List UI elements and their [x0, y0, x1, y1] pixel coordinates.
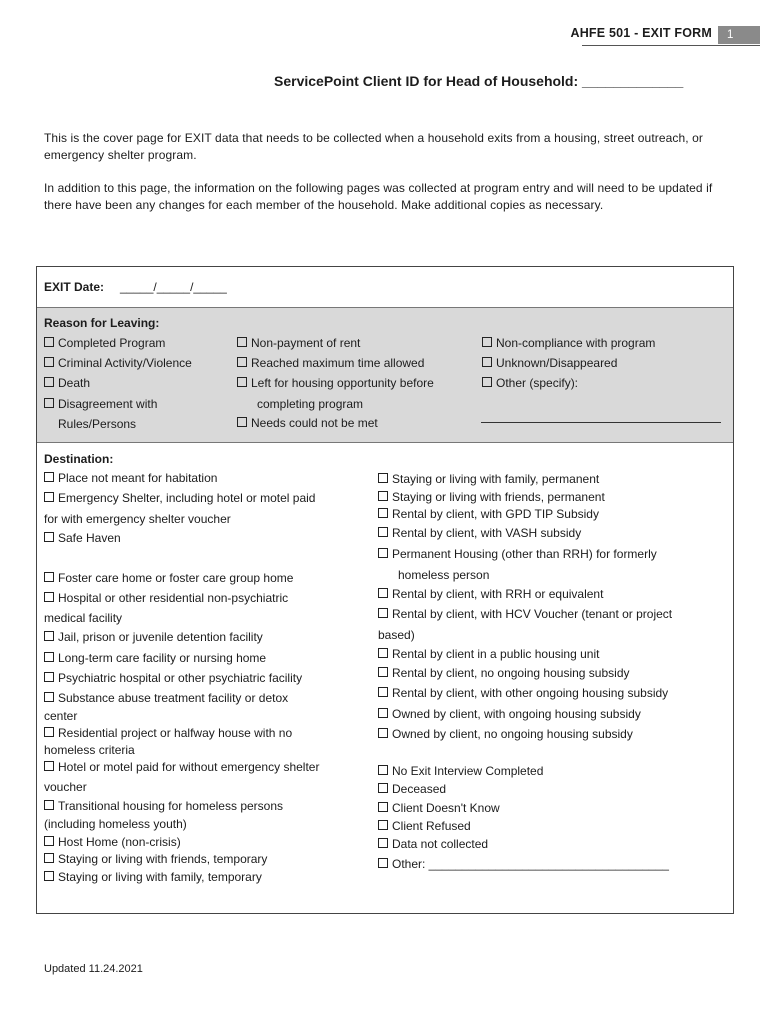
checkbox-icon[interactable]	[378, 508, 388, 518]
dest-other-subsidy[interactable]: Rental by client, with other ongoing housing subsidy	[378, 685, 668, 701]
checkbox-icon[interactable]	[378, 687, 388, 697]
destination-label: Destination:	[44, 452, 114, 466]
dest-data-not-collected[interactable]: Data not collected	[378, 836, 488, 852]
reason-housing-opportunity[interactable]: Left for housing opportunity before	[237, 375, 434, 391]
checkbox-icon[interactable]	[378, 708, 388, 718]
dest-hospital[interactable]: Hospital or other residential non-psychiatric	[44, 590, 288, 606]
checkbox-icon[interactable]	[482, 337, 492, 347]
checkbox-icon[interactable]	[44, 532, 54, 542]
page-number: 1	[718, 26, 760, 44]
dest-residential-project-cont: homeless criteria	[44, 743, 135, 757]
reason-criminal-activity[interactable]: Criminal Activity/Violence	[44, 355, 192, 371]
checkbox-icon[interactable]	[44, 377, 54, 387]
reason-disagreement-cont: Rules/Persons	[58, 417, 137, 431]
dest-friends-permanent[interactable]: Staying or living with friends, permanent	[378, 489, 605, 505]
dest-safe-haven[interactable]: Safe Haven	[44, 530, 121, 546]
intro-paragraph-1: This is the cover page for EXIT data that needs to be collected when a household exits from a housing, street outreach, or emergency shelter program.	[44, 131, 704, 162]
dest-no-subsidy[interactable]: Rental by client, no ongoing housing subsidy	[378, 665, 630, 681]
checkbox-icon[interactable]	[378, 783, 388, 793]
exit-date-field[interactable]: _____/_____/_____	[120, 280, 227, 294]
dest-friends-temporary[interactable]: Staying or living with friends, temporary	[44, 851, 267, 867]
dest-host-home[interactable]: Host Home (non-crisis)	[44, 834, 181, 850]
reason-disagreement[interactable]: Disagreement with	[44, 396, 157, 412]
dest-family-temporary[interactable]: Staying or living with family, temporary	[44, 869, 262, 885]
dest-owned-no-subsidy[interactable]: Owned by client, no ongoing housing subsidy	[378, 726, 633, 742]
client-id-label: ServicePoint Client ID for Head of Household: _____________	[274, 73, 684, 89]
dest-transitional-housing[interactable]: Transitional housing for homeless persons	[44, 798, 283, 814]
checkbox-icon[interactable]	[44, 836, 54, 846]
checkbox-icon[interactable]	[237, 337, 247, 347]
checkbox-icon[interactable]	[378, 728, 388, 738]
header-divider	[582, 45, 760, 46]
dest-owned-subsidy[interactable]: Owned by client, with ongoing housing subsidy	[378, 706, 641, 722]
checkbox-icon[interactable]	[44, 492, 54, 502]
dest-rrh[interactable]: Rental by client, with RRH or equivalent	[378, 586, 603, 602]
checkbox-icon[interactable]	[378, 858, 388, 868]
checkbox-icon[interactable]	[482, 377, 492, 387]
intro-paragraph-2: In addition to this page, the information on the following pages was collected at program entry and will need to be updated if there have been any changes for each member of the household. Make additional copies as necessary.	[44, 181, 713, 212]
checkbox-icon[interactable]	[44, 871, 54, 881]
checkbox-icon[interactable]	[378, 820, 388, 830]
checkbox-icon[interactable]	[44, 692, 54, 702]
checkbox-icon[interactable]	[378, 588, 388, 598]
dest-client-refused[interactable]: Client Refused	[378, 818, 471, 834]
dest-foster-care[interactable]: Foster care home or foster care group home	[44, 570, 293, 586]
dest-vash[interactable]: Rental by client, with VASH subsidy	[378, 525, 581, 541]
checkbox-icon[interactable]	[237, 377, 247, 387]
checkbox-icon[interactable]	[44, 853, 54, 863]
dest-other[interactable]: Other: ____________________________________	[378, 856, 669, 872]
checkbox-icon[interactable]	[44, 652, 54, 662]
checkbox-icon[interactable]	[237, 417, 247, 427]
checkbox-icon[interactable]	[44, 398, 54, 408]
checkbox-icon[interactable]	[378, 473, 388, 483]
checkbox-icon[interactable]	[378, 802, 388, 812]
reason-max-time[interactable]: Reached maximum time allowed	[237, 355, 424, 371]
checkbox-icon[interactable]	[378, 838, 388, 848]
dest-permanent-housing-cont: homeless person	[398, 568, 490, 582]
dest-substance-abuse[interactable]: Substance abuse treatment facility or detox	[44, 690, 288, 706]
reason-death[interactable]: Death	[44, 375, 90, 391]
dest-hotel-motel[interactable]: Hotel or motel paid for without emergency shelter	[44, 759, 319, 775]
reason-label: Reason for Leaving:	[44, 316, 160, 330]
dest-deceased[interactable]: Deceased	[378, 781, 446, 797]
updated-date: Updated 11.24.2021	[44, 963, 143, 975]
reason-completed-program[interactable]: Completed Program	[44, 335, 165, 351]
dest-hcv-voucher[interactable]: Rental by client, with HCV Voucher (tenant or project	[378, 606, 672, 622]
checkbox-icon[interactable]	[378, 667, 388, 677]
dest-hospital-cont: medical facility	[44, 611, 123, 625]
checkbox-icon[interactable]	[44, 761, 54, 771]
exit-date-label: EXIT Date:	[44, 280, 105, 294]
dest-gpd-tip[interactable]: Rental by client, with GPD TIP Subsidy	[378, 506, 599, 522]
dest-no-exit-interview[interactable]: No Exit Interview Completed	[378, 763, 543, 779]
reason-non-compliance[interactable]: Non-compliance with program	[482, 335, 655, 351]
dest-substance-abuse-cont: center	[44, 709, 78, 723]
checkbox-icon[interactable]	[378, 527, 388, 537]
checkbox-icon[interactable]	[44, 800, 54, 810]
dest-long-term-care[interactable]: Long-term care facility or nursing home	[44, 650, 266, 666]
dest-client-doesnt-know[interactable]: Client Doesn't Know	[378, 800, 500, 816]
checkbox-icon[interactable]	[237, 357, 247, 367]
dest-permanent-housing[interactable]: Permanent Housing (other than RRH) for formerly	[378, 546, 657, 562]
dest-public-housing[interactable]: Rental by client in a public housing unit	[378, 646, 599, 662]
checkbox-icon[interactable]	[44, 592, 54, 602]
reason-other[interactable]: Other (specify):	[482, 375, 578, 391]
reason-non-payment[interactable]: Non-payment of rent	[237, 335, 360, 351]
checkbox-icon[interactable]	[378, 765, 388, 775]
checkbox-icon[interactable]	[482, 357, 492, 367]
dest-transitional-housing-cont: (including homeless youth)	[44, 817, 187, 831]
form-title: AHFE 501 - EXIT FORM	[570, 26, 712, 40]
reason-other-specify-line[interactable]	[481, 422, 721, 423]
checkbox-icon[interactable]	[44, 472, 54, 482]
checkbox-icon[interactable]	[44, 631, 54, 641]
reason-unknown[interactable]: Unknown/Disappeared	[482, 355, 617, 371]
checkbox-icon[interactable]	[44, 727, 54, 737]
dest-emergency-shelter[interactable]: Emergency Shelter, including hotel or motel paid	[44, 490, 315, 506]
reason-housing-opportunity-cont: completing program	[257, 397, 364, 411]
checkbox-icon[interactable]	[44, 357, 54, 367]
checkbox-icon[interactable]	[44, 337, 54, 347]
checkbox-icon[interactable]	[378, 548, 388, 558]
dest-hotel-motel-cont: voucher	[44, 780, 87, 794]
dest-emergency-shelter-cont: for with emergency shelter voucher	[44, 512, 231, 526]
checkbox-icon[interactable]	[378, 648, 388, 658]
dest-jail[interactable]: Jail, prison or juvenile detention facility	[44, 629, 263, 645]
dest-residential-project[interactable]: Residential project or halfway house with no	[44, 725, 292, 741]
checkbox-icon[interactable]	[44, 572, 54, 582]
checkbox-icon[interactable]	[378, 608, 388, 618]
checkbox-icon[interactable]	[378, 491, 388, 501]
reason-needs-not-met[interactable]: Needs could not be met	[237, 415, 378, 431]
checkbox-icon[interactable]	[44, 672, 54, 682]
dest-place-not-meant[interactable]: Place not meant for habitation	[44, 470, 217, 486]
dest-psychiatric[interactable]: Psychiatric hospital or other psychiatric facility	[44, 670, 302, 686]
dest-hcv-voucher-cont: based)	[378, 628, 415, 642]
dest-family-permanent[interactable]: Staying or living with family, permanent	[378, 471, 599, 487]
